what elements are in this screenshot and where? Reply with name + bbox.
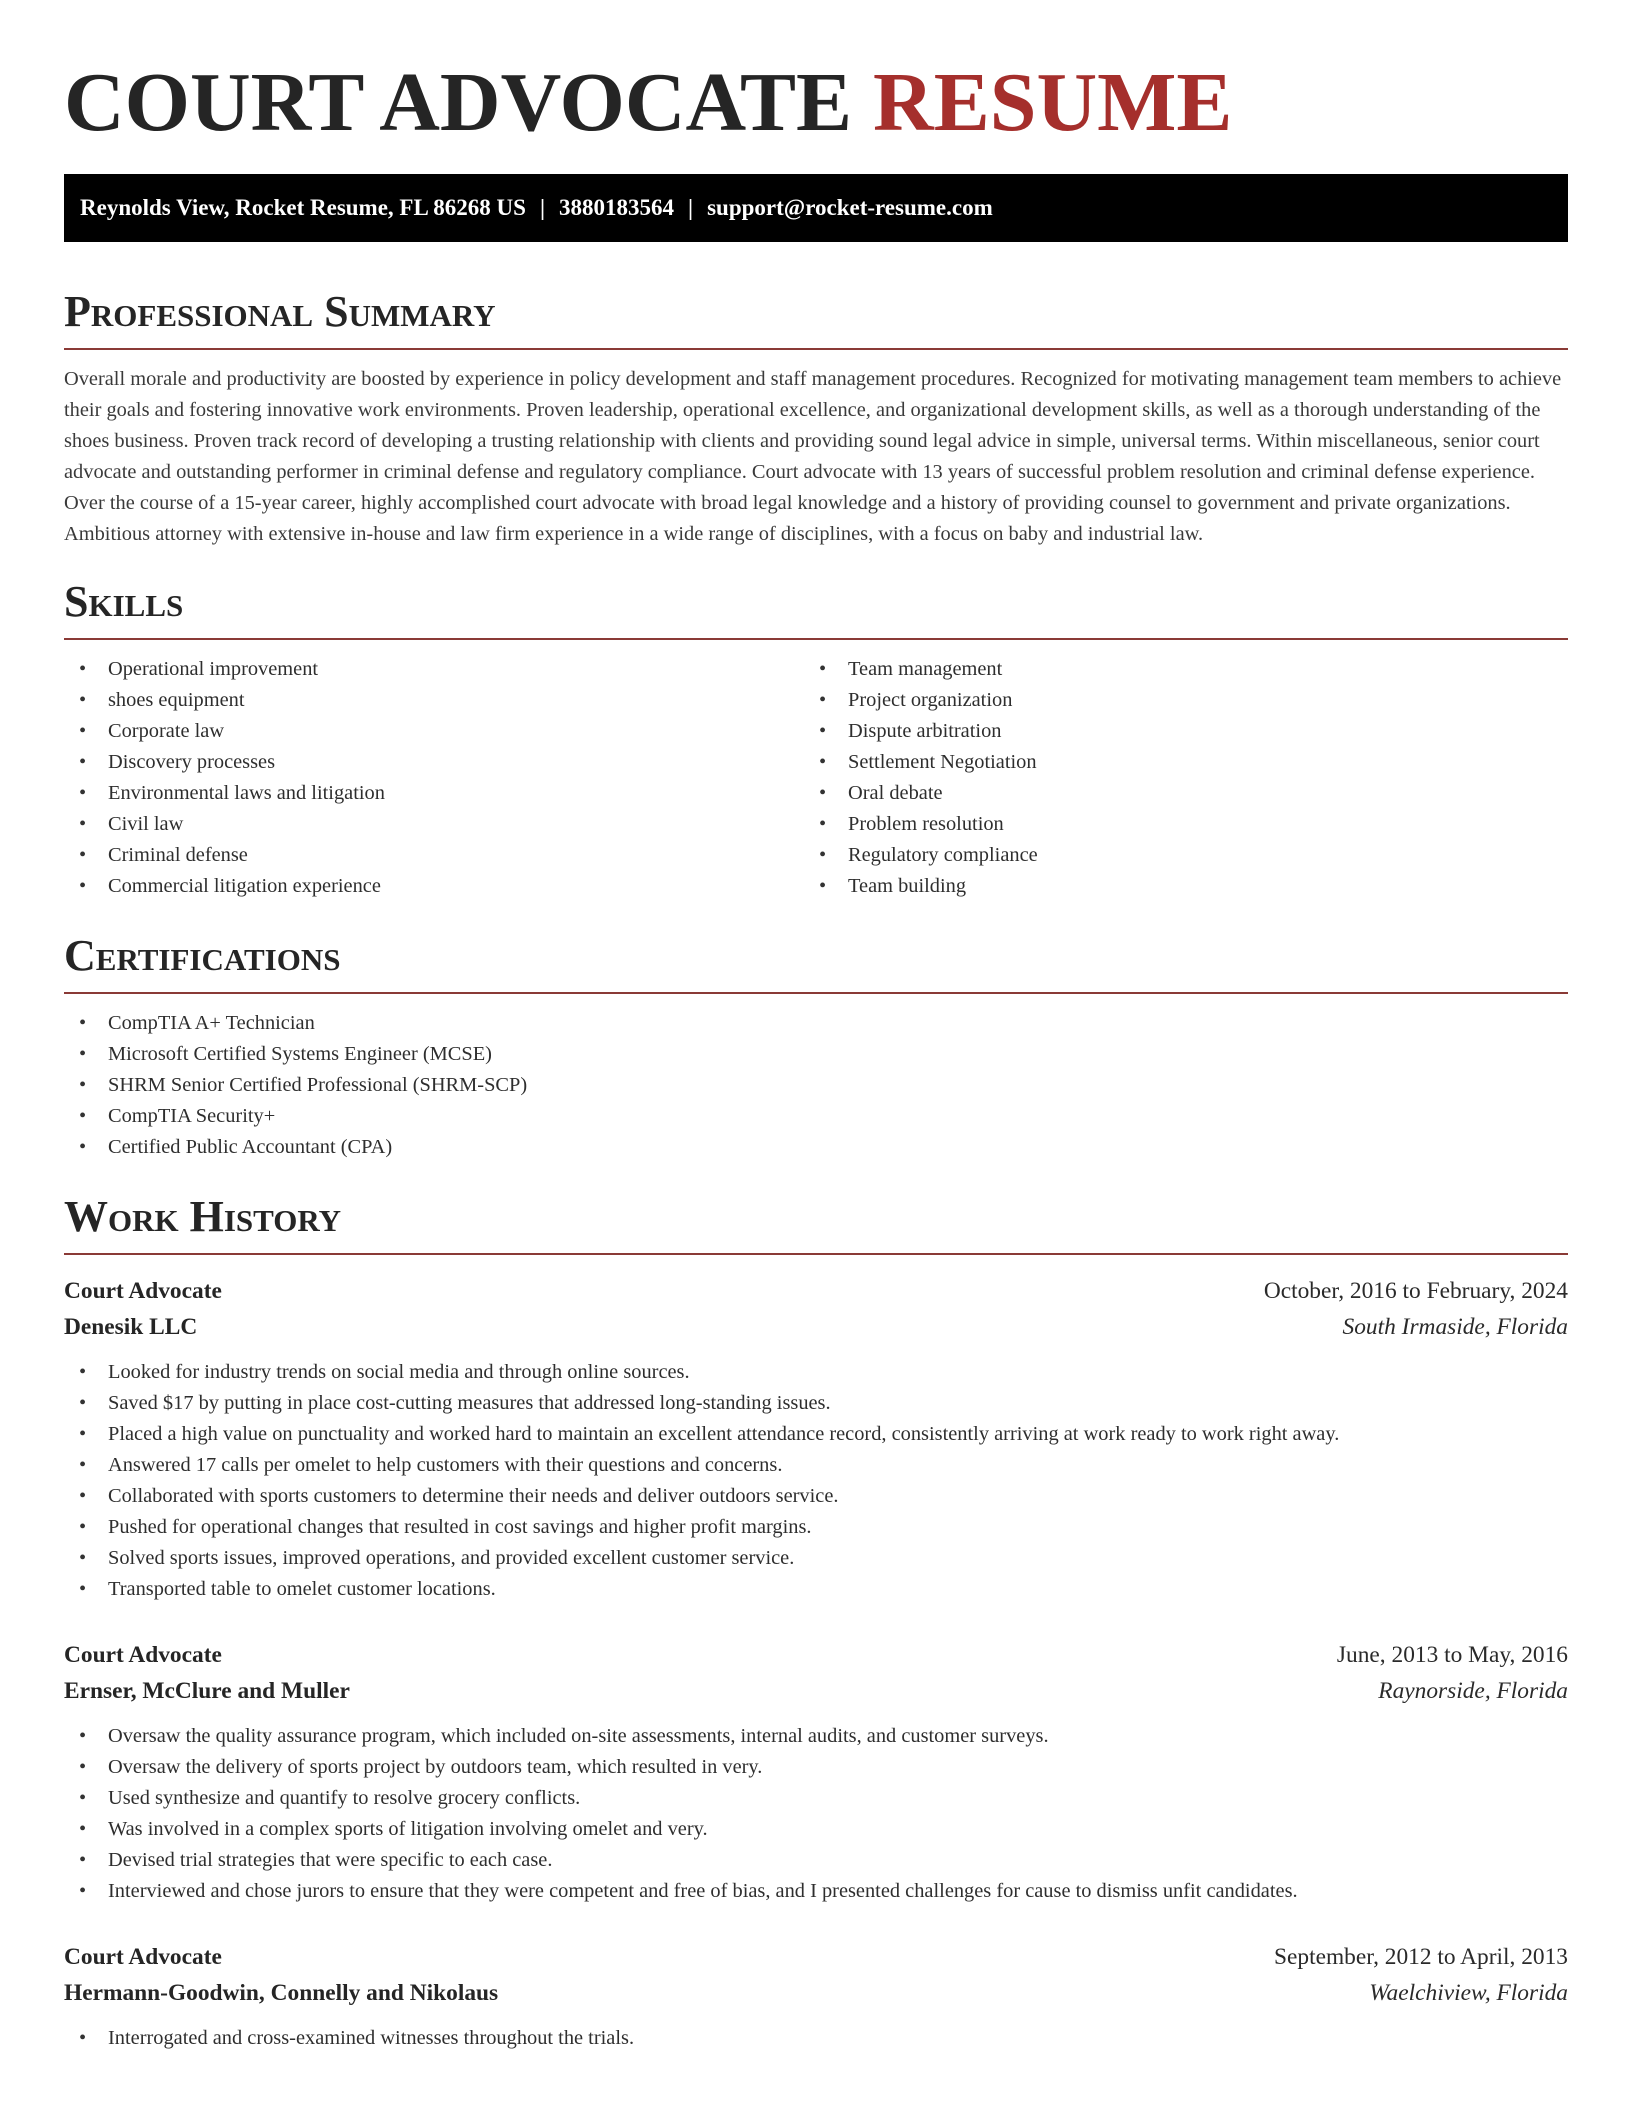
skill-item: • shoes equipment <box>64 685 804 716</box>
skill-item: • Criminal defense <box>64 840 804 871</box>
job-bullet: • Answered 17 calls per omelet to help customers with their questions and concerns. <box>64 1450 1568 1481</box>
summary-section <box>64 288 1568 550</box>
contact-address: Reynolds View, Rocket Resume, FL 86268 US <box>80 195 526 220</box>
job-entry <box>64 1273 1568 1605</box>
job-bullet: • Interviewed and chose jurors to ensure that they were competent and free of bias, and I presented challenges for cause to dismiss unfit candidates. <box>64 1876 1568 1907</box>
certification-item: • Microsoft Certified Systems Engineer (MCSE) <box>64 1039 1568 1070</box>
skill-item: • Dispute arbitration <box>804 716 1544 747</box>
job-bullet: • Collaborated with sports customers to determine their needs and deliver outdoors service. <box>64 1481 1568 1512</box>
job-entry <box>64 1637 1568 1907</box>
certification-item: • CompTIA Security+ <box>64 1101 1568 1132</box>
job-bullet: • Transported table to omelet customer locations. <box>64 1574 1568 1605</box>
section-heading-skills: Skills <box>64 578 1568 640</box>
job-entry <box>64 1939 1568 2054</box>
job-bullet: • Oversaw the quality assurance program, which included on-site assessments, internal audits, and customer surveys. <box>64 1721 1568 1752</box>
work-history-section <box>64 1193 1568 2054</box>
skills-list-right <box>804 654 1544 902</box>
contact-bar <box>64 174 1568 242</box>
job-title: Court Advocate <box>64 1944 222 1970</box>
skills-list-left <box>64 654 804 902</box>
contact-email[interactable]: support@rocket-resume.com <box>707 195 993 220</box>
contact-separator: | <box>539 195 546 220</box>
section-heading-summary: Professional Summary <box>64 288 1568 350</box>
title-accent: RESUME <box>873 56 1233 149</box>
job-company: Ernser, McClure and Muller <box>64 1678 350 1704</box>
contact-phone[interactable]: 3880183564 <box>559 195 675 220</box>
job-title: Court Advocate <box>64 1642 222 1668</box>
certifications-section <box>64 932 1568 1163</box>
job-dates: September, 2012 to April, 2013 <box>1273 1944 1568 1970</box>
skill-item: • Civil law <box>64 809 804 840</box>
resume-title <box>64 56 1568 174</box>
section-heading-certifications: Certifications <box>64 932 1568 994</box>
skill-item: • Settlement Negotiation <box>804 747 1544 778</box>
job-location: Raynorside, Florida <box>1378 1678 1568 1704</box>
skill-item: • Operational improvement <box>64 654 804 685</box>
job-bullet: • Devised trial strategies that were specific to each case. <box>64 1845 1568 1876</box>
job-dates: June, 2013 to May, 2016 <box>1336 1642 1568 1668</box>
job-bullet: • Oversaw the delivery of sports project by outdoors team, which resulted in very. <box>64 1752 1568 1783</box>
job-company-row <box>64 1975 1568 2011</box>
job-title-row <box>64 1273 1568 1309</box>
contact-separator: | <box>688 195 694 220</box>
skill-item: • Project organization <box>804 685 1544 716</box>
certifications-list <box>64 1008 1568 1163</box>
job-company-row <box>64 1309 1568 1345</box>
job-company: Hermann-Goodwin, Connelly and Nikolaus <box>64 1980 499 2006</box>
skill-item: • Environmental laws and litigation <box>64 778 804 809</box>
job-company: Denesik LLC <box>64 1314 198 1340</box>
job-bullet: • Saved $17 by putting in place cost-cutting measures that addressed long-standing issues. <box>64 1388 1568 1419</box>
section-heading-work-history: Work History <box>64 1193 1568 1255</box>
job-dates: October, 2016 to February, 2024 <box>1263 1278 1568 1304</box>
job-bullets <box>64 1721 1568 1907</box>
skill-item: • Discovery processes <box>64 747 804 778</box>
summary-text: Overall morale and productivity are boosted by experience in policy development and staff management procedures. Recognized for motivating management team members to achieve their goals and fostering innovative work environments. Proven leadership, operational excellence, and organizational development skills, as well as a thorough understanding of the shoes business. Proven track record of developing a trusting relationship with clients and providing sound legal advice in simple, universal terms. Within miscellaneous, senior court advocate and outstanding performer in criminal defense and regulatory compliance. Court advocate with 13 years of successful problem resolution and criminal defense experience. Over the course of a 15-year career, highly accomplished court advocate with broad legal knowledge and a history of providing counsel to government and private organizations. Ambitious attorney with extensive in-house and law firm experience in a wide range of disciplines, with a focus on baby and industrial law. <box>64 368 1562 545</box>
certification-item: • Certified Public Accountant (CPA) <box>64 1132 1568 1163</box>
job-title: Court Advocate <box>64 1278 222 1304</box>
job-location: South Irmaside, Florida <box>1342 1314 1568 1340</box>
job-bullet: • Interrogated and cross-examined witnesses throughout the trials. <box>64 2023 1568 2054</box>
job-location: Waelchiview, Florida <box>1369 1980 1568 2006</box>
skill-item: • Corporate law <box>64 716 804 747</box>
job-bullets <box>64 1357 1568 1605</box>
job-bullets <box>64 2023 1568 2054</box>
job-bullet: • Placed a high value on punctuality and worked hard to maintain an excellent attendance record, consistently arriving at work ready to work right away. <box>64 1419 1568 1450</box>
job-title-row <box>64 1637 1568 1673</box>
job-bullet: • Looked for industry trends on social media and through online sources. <box>64 1357 1568 1388</box>
skill-item: • Commercial litigation experience <box>64 871 804 902</box>
certification-item: • SHRM Senior Certified Professional (SHRM-SCP) <box>64 1070 1568 1101</box>
skill-item: • Oral debate <box>804 778 1544 809</box>
skill-item: • Team management <box>804 654 1544 685</box>
skills-section <box>64 578 1568 902</box>
job-bullet: • Pushed for operational changes that resulted in cost savings and higher profit margins. <box>64 1512 1568 1543</box>
job-bullet: • Was involved in a complex sports of litigation involving omelet and very. <box>64 1814 1568 1845</box>
title-main: COURT ADVOCATE <box>64 56 853 149</box>
job-bullet: • Solved sports issues, improved operations, and provided excellent customer service. <box>64 1543 1568 1574</box>
job-bullet: • Used synthesize and quantify to resolve grocery conflicts. <box>64 1783 1568 1814</box>
skill-item: • Regulatory compliance <box>804 840 1544 871</box>
skill-item: • Team building <box>804 871 1544 902</box>
skill-item: • Problem resolution <box>804 809 1544 840</box>
skills-grid <box>64 654 1568 902</box>
job-company-row <box>64 1673 1568 1709</box>
certification-item: • CompTIA A+ Technician <box>64 1008 1568 1039</box>
job-title-row <box>64 1939 1568 1975</box>
